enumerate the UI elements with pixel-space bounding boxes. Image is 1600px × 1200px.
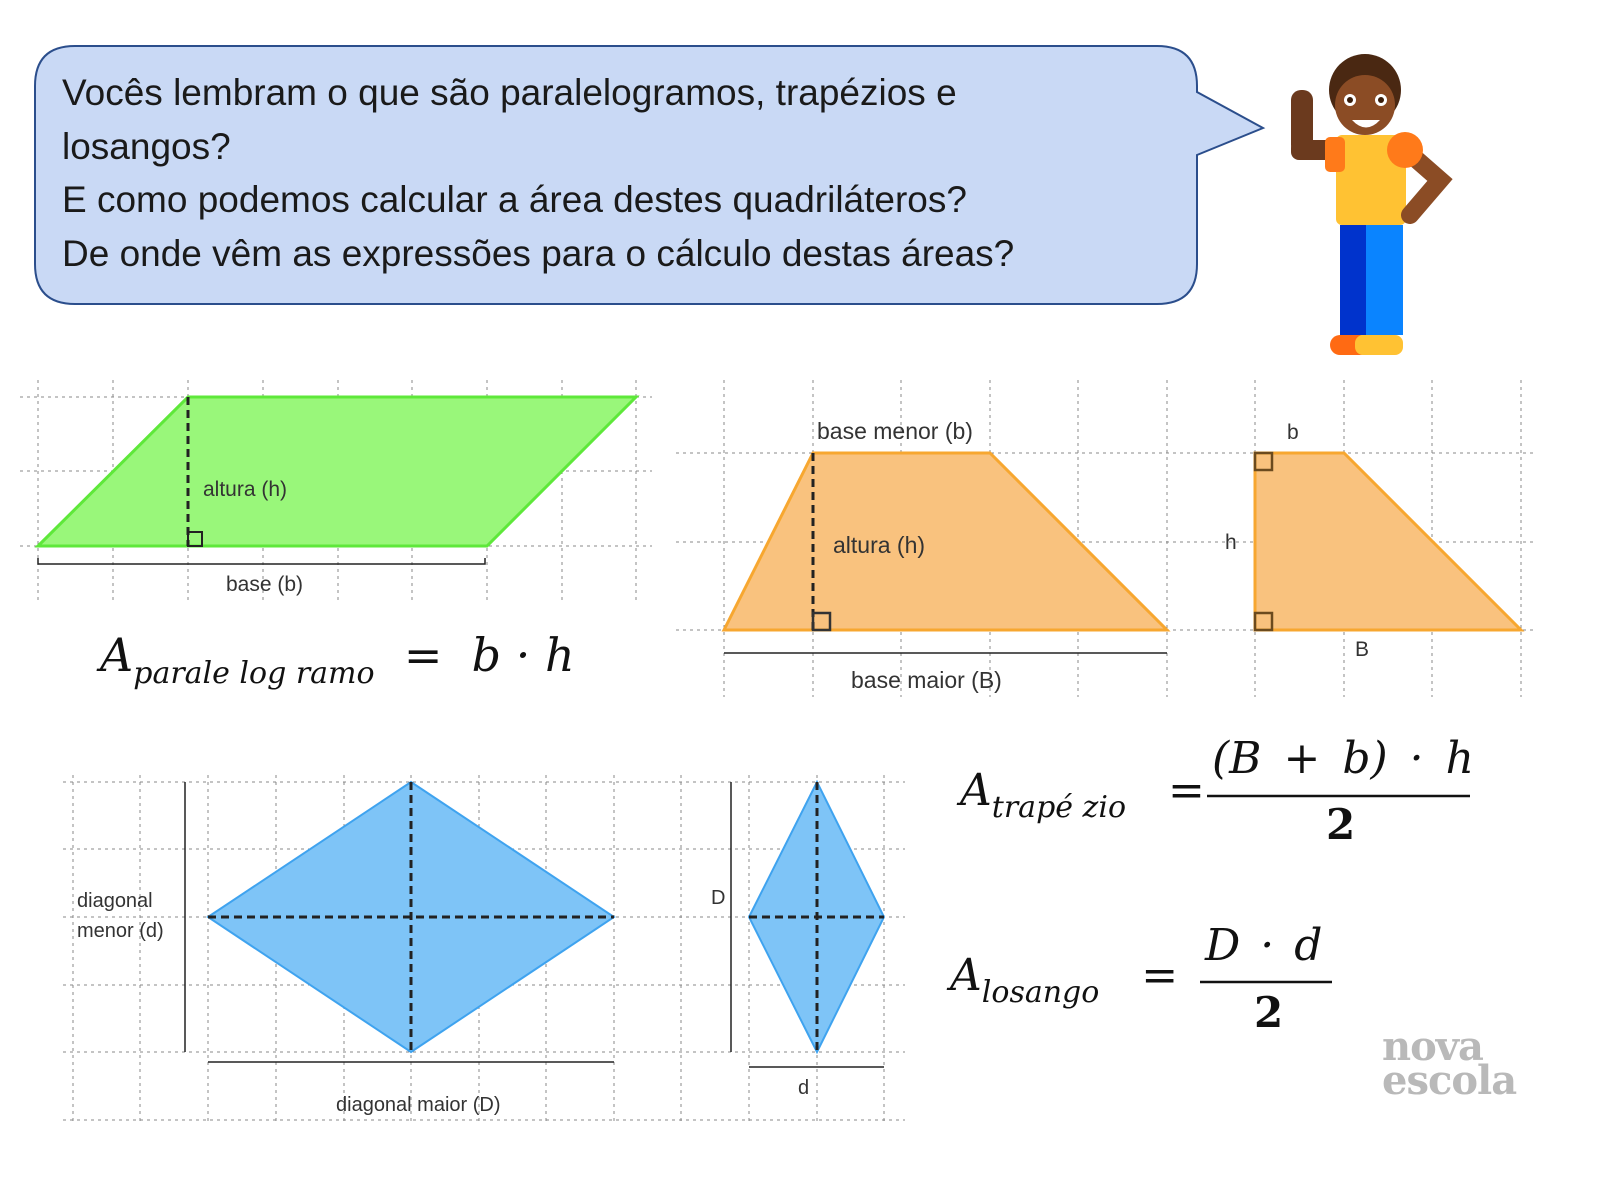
- trapezoid-formula-lhs: [960, 765, 1205, 825]
- formula-equals: =: [1141, 950, 1179, 1001]
- formula-equals: =: [1168, 765, 1205, 816]
- small-rhombus-d-label: d: [798, 1077, 810, 1099]
- right-trapezoid-b-label: b: [1287, 421, 1299, 444]
- logo-line-1: nova: [1382, 1023, 1483, 1070]
- parallelogram-base-bracket: [38, 558, 485, 564]
- rhombus-formula-denominator: 2: [1254, 988, 1284, 1037]
- minor-diagonal-label-2: menor (d): [77, 920, 164, 942]
- formula-subscript: losango: [981, 975, 1100, 1010]
- bubble-line: losangos?: [62, 125, 231, 167]
- trapezoid-formula-numerator: (B + b) · h: [1212, 733, 1474, 784]
- major-diagonal-label: diagonal maior (D): [336, 1094, 501, 1116]
- teacher-character-illustration: [1291, 54, 1440, 355]
- formula-subscript: parale log ramo: [133, 656, 375, 691]
- rhombus-formula-numerator: D · d: [1205, 920, 1323, 971]
- formula-subscript: trapé zio: [991, 790, 1127, 825]
- bubble-line: Vocês lembram o que são paralelogramos, trapézios e: [62, 72, 957, 113]
- trapezoid-shape: [724, 453, 1167, 630]
- formula-rhs: b · h: [471, 628, 575, 682]
- minor-diagonal-label-1: diagonal: [77, 890, 153, 912]
- formula-equals: =: [403, 628, 443, 682]
- small-rhombus-D-label: D: [711, 887, 726, 909]
- trapezoid-formula-denominator: 2: [1326, 800, 1356, 849]
- bubble-line: E como podemos calcular a área destes quadriláteros?: [62, 179, 967, 220]
- parallelogram-base-label: base (b): [226, 573, 304, 596]
- speech-bubble-text: [62, 66, 1014, 280]
- trapezoid-height-label: altura (h): [833, 532, 926, 558]
- trapezoid-small-base-label: base menor (b): [817, 418, 973, 444]
- formula-A: A: [950, 950, 982, 1001]
- trapezoid-large-base-label: base maior (B): [851, 667, 1002, 693]
- formula-A: A: [100, 628, 134, 682]
- parallelogram-shape: [38, 397, 636, 546]
- rhombus-formula-lhs: [950, 950, 1179, 1010]
- parallelogram-height-label: altura (h): [203, 478, 288, 501]
- right-trapezoid-B-label: B: [1355, 638, 1370, 661]
- formula-A: A: [960, 765, 992, 816]
- logo-line-2: escola: [1382, 1057, 1517, 1104]
- nova-escola-logo: [1382, 1023, 1517, 1104]
- parallelogram-formula: [100, 628, 575, 691]
- right-trapezoid-h-label: h: [1225, 531, 1237, 554]
- bubble-line: De onde vêm as expressões para o cálculo destas áreas?: [62, 232, 1015, 274]
